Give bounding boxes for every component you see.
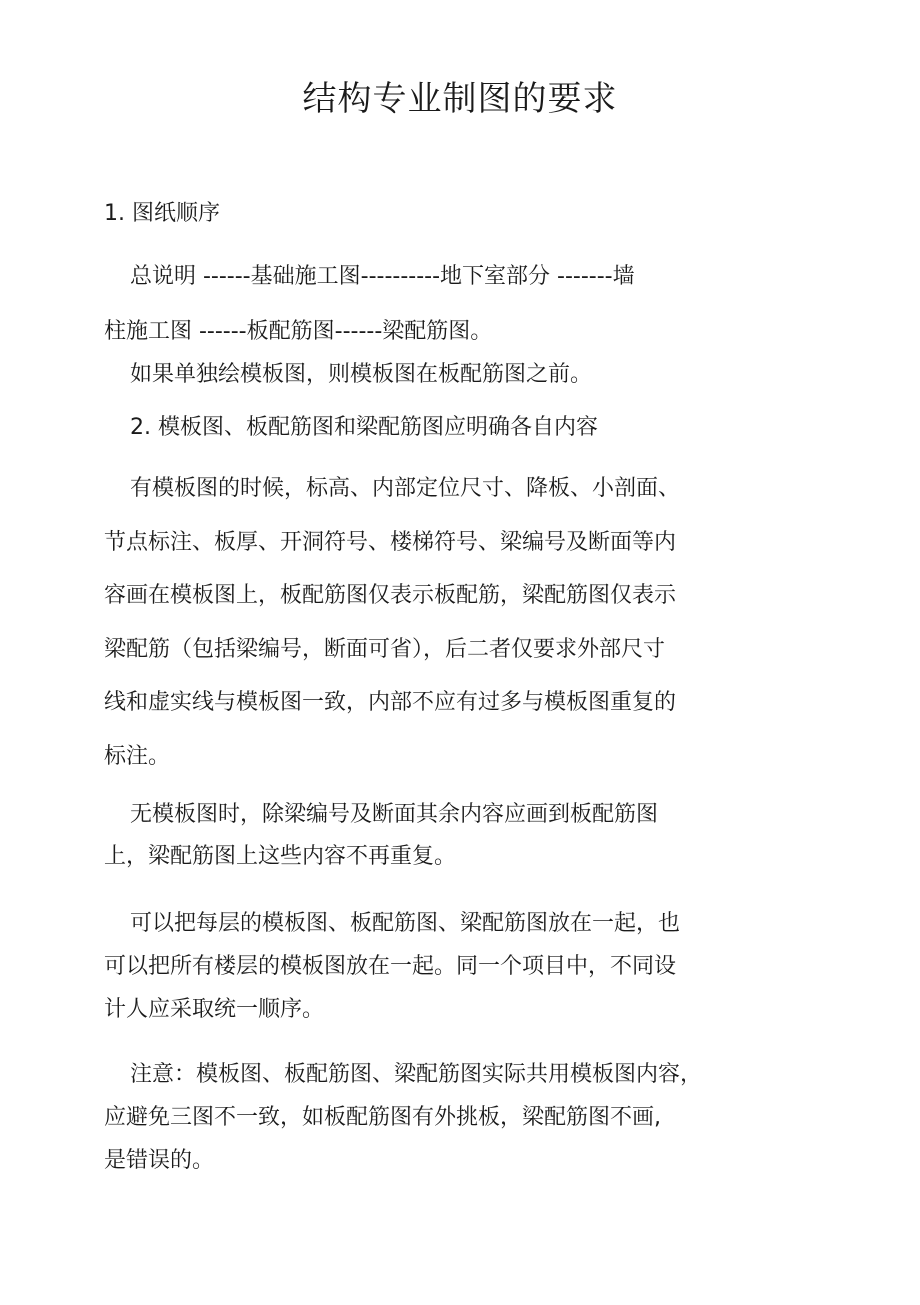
drawing-order-line-1: 总说明 ------基础施工图----------地下室部分 -------墙 <box>130 264 635 289</box>
template-note-text: 如果单独绘模板图，则模板图在板配筋图之前。 <box>130 362 593 387</box>
with-template-line: 节点标注、板厚、开洞符号、楼梯符号、梁编号及断面等内 <box>104 529 677 555</box>
without-template-line: 无模板图时，除梁编号及断面其余内容应画到板配筋图 <box>130 802 659 827</box>
document-title: 结构专业制图的要求 <box>302 79 618 119</box>
section-2-heading <box>104 410 824 446</box>
drawing-order-line-2: 柱施工图 ------板配筋图------梁配筋图。 <box>104 319 493 344</box>
attention-line: 应避免三图不一致，如板配筋图有外挑板，梁配筋图不画, <box>104 1105 661 1130</box>
placement-line: 计人应采取统一顺序。 <box>104 997 325 1022</box>
section-1-heading <box>104 196 824 232</box>
with-template-line: 标注。 <box>104 743 171 769</box>
with-template-line: 梁配筋（包括梁编号，断面可省），后二者仅要求外部尺寸 <box>104 636 666 662</box>
with-template-line: 有模板图的时候，标高、内部定位尺寸、降板、小剖面、 <box>130 476 681 501</box>
attention-line: 注意：模板图、板配筋图、梁配筋图实际共用模板图内容， <box>130 1062 703 1087</box>
section-2-heading-text: 2. 模板图、板配筋图和梁配筋图应明确各自内容 <box>130 415 598 440</box>
section-1-heading-text: 1. 图纸顺序 <box>104 201 220 226</box>
with-template-line: 容画在模板图上，板配筋图仅表示板配筋，梁配筋图仅表示 <box>104 583 677 608</box>
placement-line: 可以把每层的模板图、板配筋图、梁配筋图放在一起，也 <box>130 911 681 936</box>
placement-paragraph <box>104 902 824 1031</box>
with-template-line: 线和虚实线与模板图一致，内部不应有过多与模板图重复的 <box>104 690 677 715</box>
without-template-line: 上，梁配筋图上这些内容不再重复。 <box>104 844 457 869</box>
without-template-paragraph <box>104 794 824 878</box>
placement-line: 可以把所有楼层的模板图放在一起。同一个项目中，不同设 <box>104 954 677 979</box>
attention-paragraph <box>104 1053 824 1182</box>
attention-line: 是错误的。 <box>104 1148 215 1173</box>
with-template-paragraph <box>104 462 824 783</box>
template-note-paragraph <box>104 357 824 393</box>
drawing-order-paragraph <box>104 249 824 359</box>
